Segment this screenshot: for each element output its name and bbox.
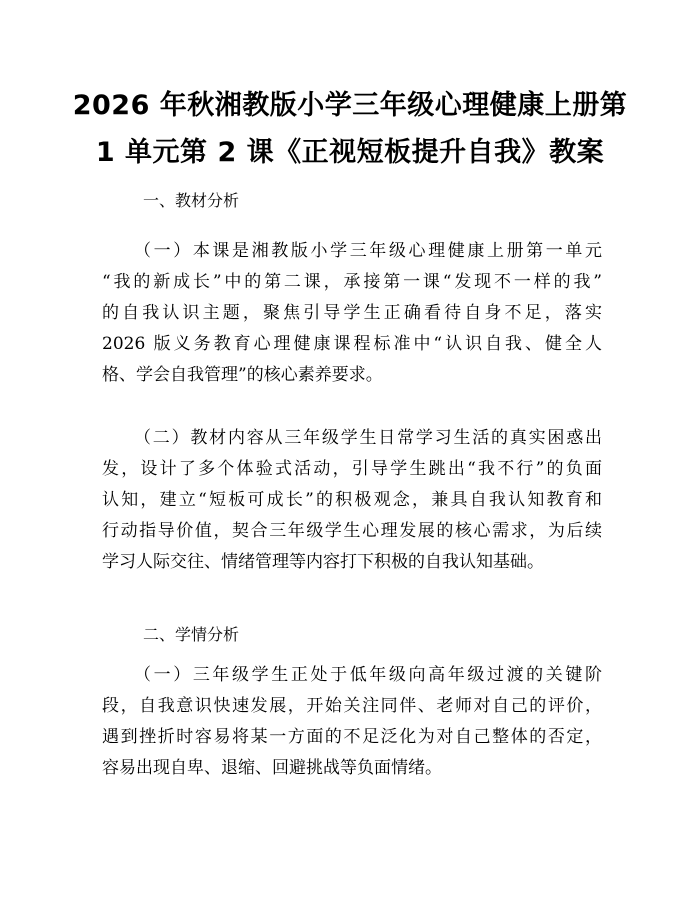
paragraph-line: 容易出现自卑、退缩、回避挑战等负面情绪。 [102, 758, 442, 778]
paragraph-line: （一）三年级学生正处于低年级向高年级过渡的关键阶 [134, 665, 602, 685]
document-title-line-1: 2026 年秋湘教版小学三年级心理健康上册第 [72, 90, 628, 121]
paragraph-line: 段，自我意识快速发展，开始关注同伴、老师对自己的评价， [102, 696, 602, 716]
paragraph-line: 认知，建立“短板可成长”的积极观念，兼具自我认知教育和 [102, 490, 602, 510]
paragraph-line: “我的新成长”中的第二课，承接第一课“发现不一样的我” [102, 272, 602, 292]
paragraph-materials-2 [102, 423, 602, 578]
section-heading-student-analysis: 二、学情分析 [143, 625, 240, 644]
paragraph-line: 遇到挫折时容易将某一方面的不足泛化为对自己整体的否定， [102, 727, 602, 747]
paragraph-line: （一）本课是湘教版小学三年级心理健康上册第一单元 [134, 241, 602, 261]
section-heading-materials-analysis: 一、教材分析 [143, 191, 240, 210]
paragraph-materials-1 [102, 236, 602, 391]
paragraph-line: 2026 版义务教育心理健康课程标准中“认识自我、健全人 [102, 334, 602, 354]
document-title-line-2: 1 单元第 2 课《正视短板提升自我》教案 [95, 137, 605, 168]
paragraph-line: 行动指导价值，契合三年级学生心理发展的核心需求，为后续 [102, 521, 602, 541]
paragraph-students-1 [102, 660, 602, 784]
paragraph-line: 格、学会自我管理”的核心素养要求。 [102, 365, 383, 385]
paragraph-line: 发，设计了多个体验式活动，引导学生跳出“我不行”的负面 [102, 459, 602, 479]
paragraph-line: （二）教材内容从三年级学生日常学习生活的真实困惑出 [134, 428, 602, 448]
paragraph-line: 学习人际交往、情绪管理等内容打下积极的自我认知基础。 [102, 552, 544, 572]
paragraph-line: 的自我认识主题，聚焦引导学生正确看待自身不足，落实 [102, 303, 602, 323]
